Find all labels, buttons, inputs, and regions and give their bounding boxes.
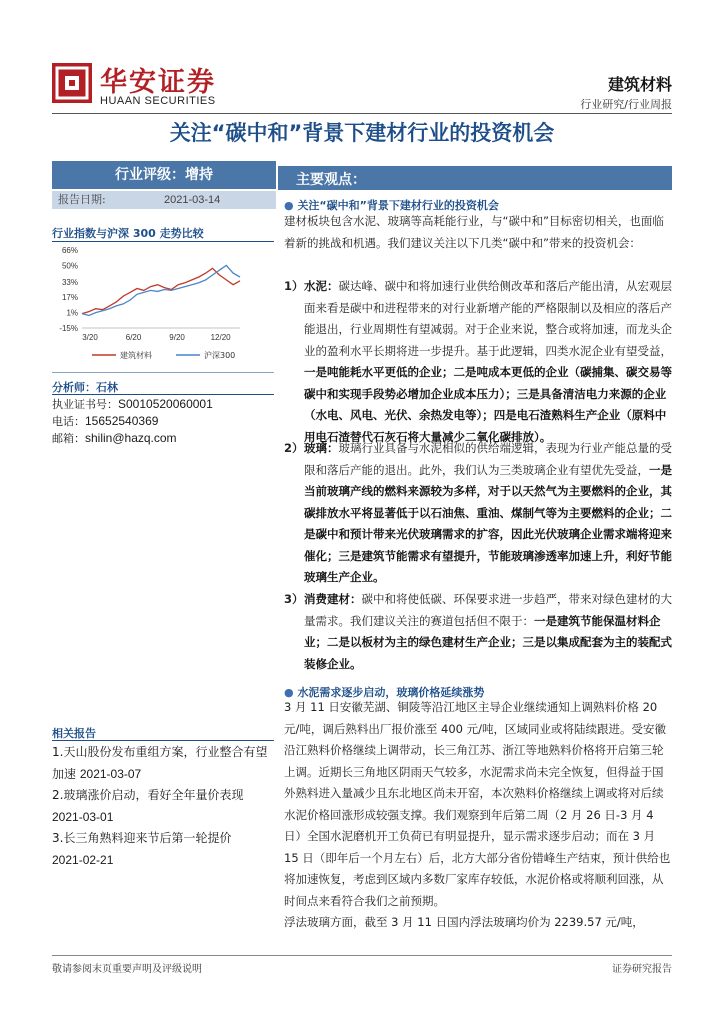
item-bold-text: 一是吨能耗水平更低的企业；二是吨成本更低的企业（碳捕集、碳交易等碳中和实现手段势必增加企业成本压力）；三是具备清洁电力来源的企业（水电、风电、光伏、余热发电等）；四是电石渣熟料生产企业（原料中用电石渣替代石灰石将大量减少二氧化碳排放）。 (304, 365, 672, 444)
footer-divider (52, 955, 672, 956)
x-tick-label: 6/20 (125, 333, 142, 342)
related-report-list (52, 742, 278, 871)
glass-paragraph: 浮法玻璃方面，截至 3 月 11 日国内浮法玻璃均价为 2239.57 元/吨， (284, 915, 644, 929)
logo-mark (52, 63, 92, 103)
legend-label: 沪深300 (204, 351, 236, 360)
legend-label: 建筑材料 (120, 351, 152, 360)
item-number: 2） (284, 441, 304, 455)
item-label: 水泥： (304, 279, 339, 293)
item-number: 3） (284, 592, 304, 606)
related-report-item[interactable]: 3.长三角熟料迎来节后第一轮提价 2021-02-21 (52, 831, 232, 867)
performance-chart (52, 244, 276, 374)
report-title: 关注“碳中和”背景下建材行业的投资机会 (169, 121, 555, 145)
y-tick-label: 33% (61, 277, 78, 287)
chart-bottom-line (52, 372, 274, 373)
email-label: 邮箱： (52, 432, 85, 445)
logo-emblem-icon (52, 63, 92, 103)
related-report-item[interactable]: 1.天山股份发布重组方案，行业整合有望加速 2021-03-07 (52, 745, 268, 781)
phone-line (52, 413, 158, 429)
chart-title: 行业指数与沪深 300 走势比较 (52, 227, 204, 240)
y-tick-label: 1% (66, 308, 78, 318)
email-value[interactable]: shilin@hazq.com (85, 431, 177, 445)
header-divider (52, 113, 672, 114)
phone-label: 电话： (52, 415, 85, 428)
x-tick-label: 3/20 (82, 333, 98, 342)
item-label: 消费建材： (304, 592, 362, 606)
logo-chinese-name: 华安证券 (100, 67, 216, 98)
email-line (52, 430, 177, 446)
footer-label: 证券研究报告 (612, 964, 672, 975)
license-label: 执业证书号： (52, 398, 118, 411)
y-tick-label: 66% (61, 246, 78, 255)
y-tick-label: -15% (59, 324, 78, 333)
main-points-heading: 主要观点： (296, 172, 366, 188)
item-text: 玻璃行业具备与水泥相似的供给端逻辑，表现为行业产能总量的受限和落后产能的退出。此外，我们认为三类玻璃企业有望优先受益， (304, 441, 672, 477)
intro-paragraph: 建材板块包含水泥、玻璃等高耗能行业，与“碳中和”目标密切相关，也面临着新的挑战和机遇。我们建议关注以下几类“碳中和”带来的投资机会： (284, 214, 664, 250)
analyst-name: 分析师：石林 (52, 381, 118, 394)
item-number: 1） (284, 279, 304, 293)
report-date-value: 2021-03-14 (164, 194, 221, 206)
related-report-item[interactable]: 2.玻璃涨价启动，看好全年量价表现 2021-03-01 (52, 788, 244, 824)
y-tick-label: 17% (61, 293, 78, 303)
list-item-consumer-materials (284, 589, 672, 675)
report-date-label: 报告日期: (58, 193, 106, 206)
bullet-dot-icon: ● (284, 199, 298, 212)
phone-value: 15652540369 (85, 414, 159, 428)
industry-rating: 行业评级：增持 (52, 161, 276, 189)
license-line (52, 396, 213, 412)
list-item-cement (284, 276, 672, 448)
x-tick-label: 12/20 (210, 333, 231, 342)
main-points-header (278, 166, 672, 190)
section2-title: ● 水泥需求逐步启动，玻璃价格延续涨势 (284, 686, 485, 699)
section1-title: ● 关注“碳中和”背景下建材行业的投资机会 (284, 199, 499, 212)
item-text: 碳中和将使低碳、环保要求进一步趋严，带来对绿色建材的大量需求。我们建议关注的赛道包括但不限于： (304, 592, 672, 628)
item-text: 碳达峰、碳中和将加速行业供给侧改革和落后产能出清，从宏观层面来看是碳中和进程带来的对行业新增产能的严格限制以及相应的落后产能退出，行业周期性有望减弱。对于企业来说，整合或将加速，而龙头企业的盈利水平长期将进一步提升。基于此逻辑，四类水泥企业有望受益， (304, 279, 672, 358)
item-label: 玻璃： (304, 441, 339, 455)
list-item-glass (284, 438, 672, 589)
x-tick-label: 9/20 (169, 333, 185, 342)
item-bold-text: 一是建筑节能保温材料企业；二是以板材为主的绿色建材生产企业；三是以集成配套为主的装配式装修企业。 (304, 613, 672, 671)
sector-label: 建筑材料 (607, 75, 672, 94)
chart-title-underline (52, 241, 274, 242)
analyst-underline (52, 394, 274, 395)
footer-disclaimer[interactable]: 敬请参阅末页重要声明及评级说明 (52, 964, 202, 975)
report-type: 行业研究/行业周报 (580, 98, 672, 111)
cement-paragraph: 3 月 11 日安徽芜湖、铜陵等沿江地区主导企业继续通知上调熟料价格 20 元/吨，调后熟料出厂报价涨至 400 元/吨，区域同业或将陆续跟进。受安徽沿江熟料价格继续上调带动，长三角江苏、浙江等地熟料价格将开启第三轮上调。近期长三角地区阴雨天气较多，水泥需求尚未完全恢复，但得益于国外熟料进入量减少且东北地区尚未开窑，本次熟料价格继续上调或将对后续水泥价格回涨形成较强支撑。我们观察到年后第二周（2 月 26 日-3 月 4 日）全国水泥磨机开工负荷已有明显提升，显示需求逐步启动；而在 3 月 15 日（即年后一个月左右）后，北方大部分省份错峰生产结束，预计供给也将加速恢复，考虑到区域内多数厂家库存较低，水泥价格或将顺利回涨，从时间点来看符合我们之前预期。 浮法玻璃方面，截至 3 月 11 日国内浮法玻璃均价为 2239.57 元/吨， (284, 697, 672, 934)
bullet-dot-icon: ● (284, 686, 298, 699)
related-reports-title: 相关报告 (52, 727, 96, 740)
related-reports-underline (52, 740, 274, 741)
y-tick-label: 50% (61, 261, 78, 271)
report-date-bar (52, 191, 276, 209)
item-bold-text: 一是当前玻璃产线的燃料来源较为多样，对于以天然气为主要燃料的企业，其碳排放水平将显著低于以石油焦、重油、煤制气等为主要燃料的企业；二是碳中和预计带来光伏玻璃需求的扩容，因此光伏玻璃企业需求端将迎来催化；三是建筑节能需求有望提升，节能玻璃渗透率加速上升，利好节能玻璃生产企业。 (304, 462, 672, 584)
license-value: S0010520060001 (118, 397, 213, 411)
logo-english-name: HUAAN SECURITIES (100, 95, 216, 107)
